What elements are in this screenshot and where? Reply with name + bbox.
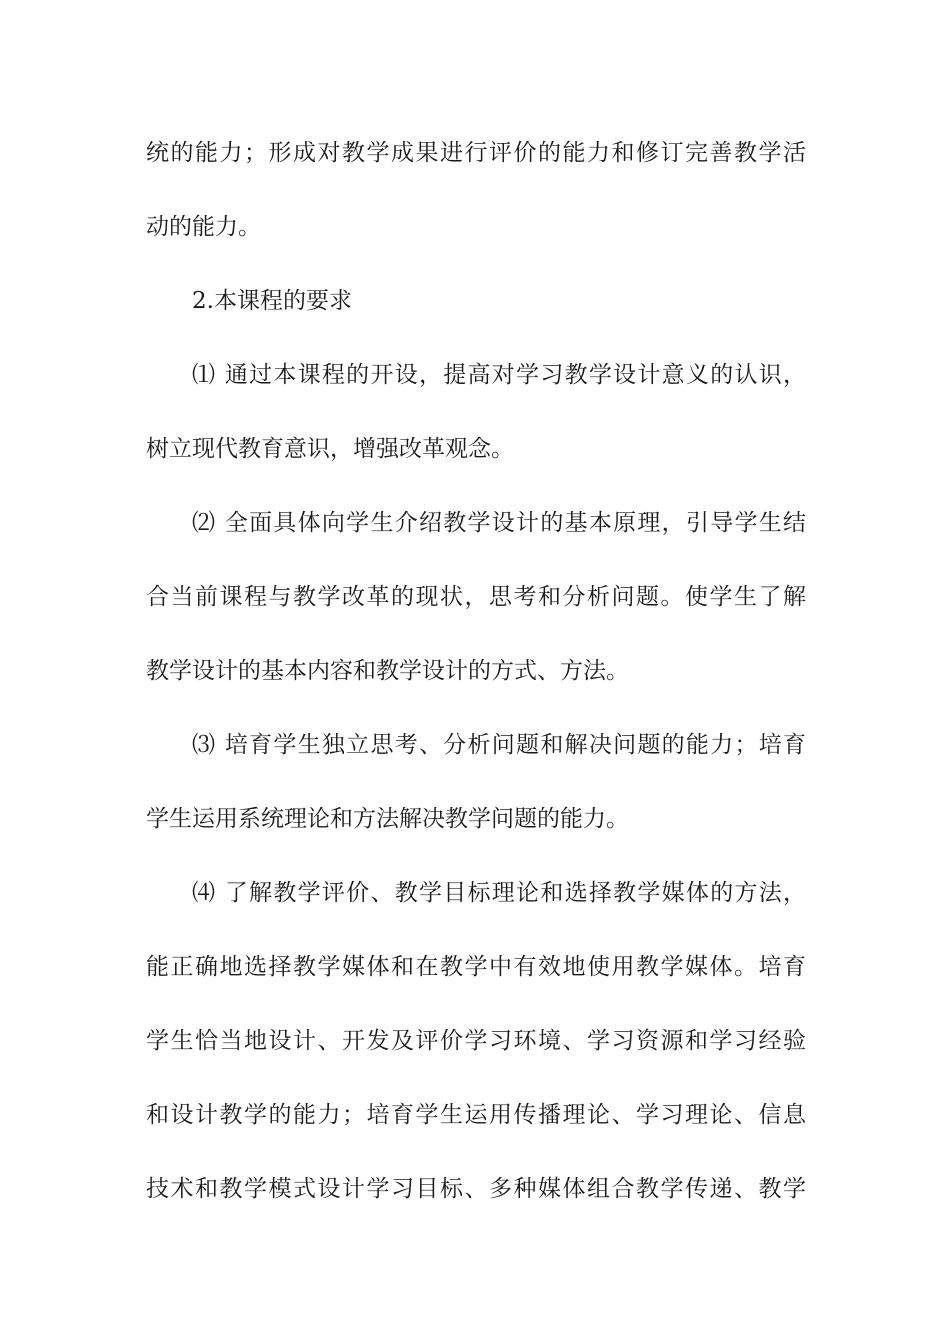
section-heading: 2.本课程的要求	[192, 288, 352, 314]
paragraph-line: 动的能力。	[146, 214, 261, 240]
document-body	[146, 133, 806, 1243]
paragraph-line: 树立现代教育意识，增强改革观念。	[146, 436, 514, 462]
paragraph-line: 和设计教学的能力；培育学生运用传播理论、学习理论、信息	[146, 1102, 806, 1128]
paragraph-line: 技术和教学模式设计学习目标、多种媒体组合教学传递、教学	[146, 1176, 806, 1202]
paragraph-line: ⑷ 了解教学评价、教学目标理论和选择教学媒体的方法，	[192, 880, 806, 906]
paragraph-line: 统的能力；形成对教学成果进行评价的能力和修订完善教学活	[146, 140, 806, 166]
paragraph-line: ⑵ 全面具体向学生介绍教学设计的基本原理，引导学生结	[192, 510, 806, 536]
paragraph-line: 学生运用系统理论和方法解决教学问题的能力。	[146, 806, 629, 832]
paragraph-line: 能正确地选择教学媒体和在教学中有效地使用教学媒体。培育	[146, 954, 806, 980]
paragraph-line: 教学设计的基本内容和教学设计的方式、方法。	[146, 658, 629, 684]
paragraph-line: ⑴ 通过本课程的开设，提高对学习教学设计意义的认识，	[192, 362, 806, 388]
paragraph-line: 合当前课程与教学改革的现状，思考和分析问题。使学生了解	[146, 584, 806, 610]
paragraph-line: ⑶ 培育学生独立思考、分析问题和解决问题的能力；培育	[192, 732, 806, 758]
paragraph-line: 学生恰当地设计、开发及评价学习环境、学习资源和学习经验	[146, 1028, 806, 1054]
